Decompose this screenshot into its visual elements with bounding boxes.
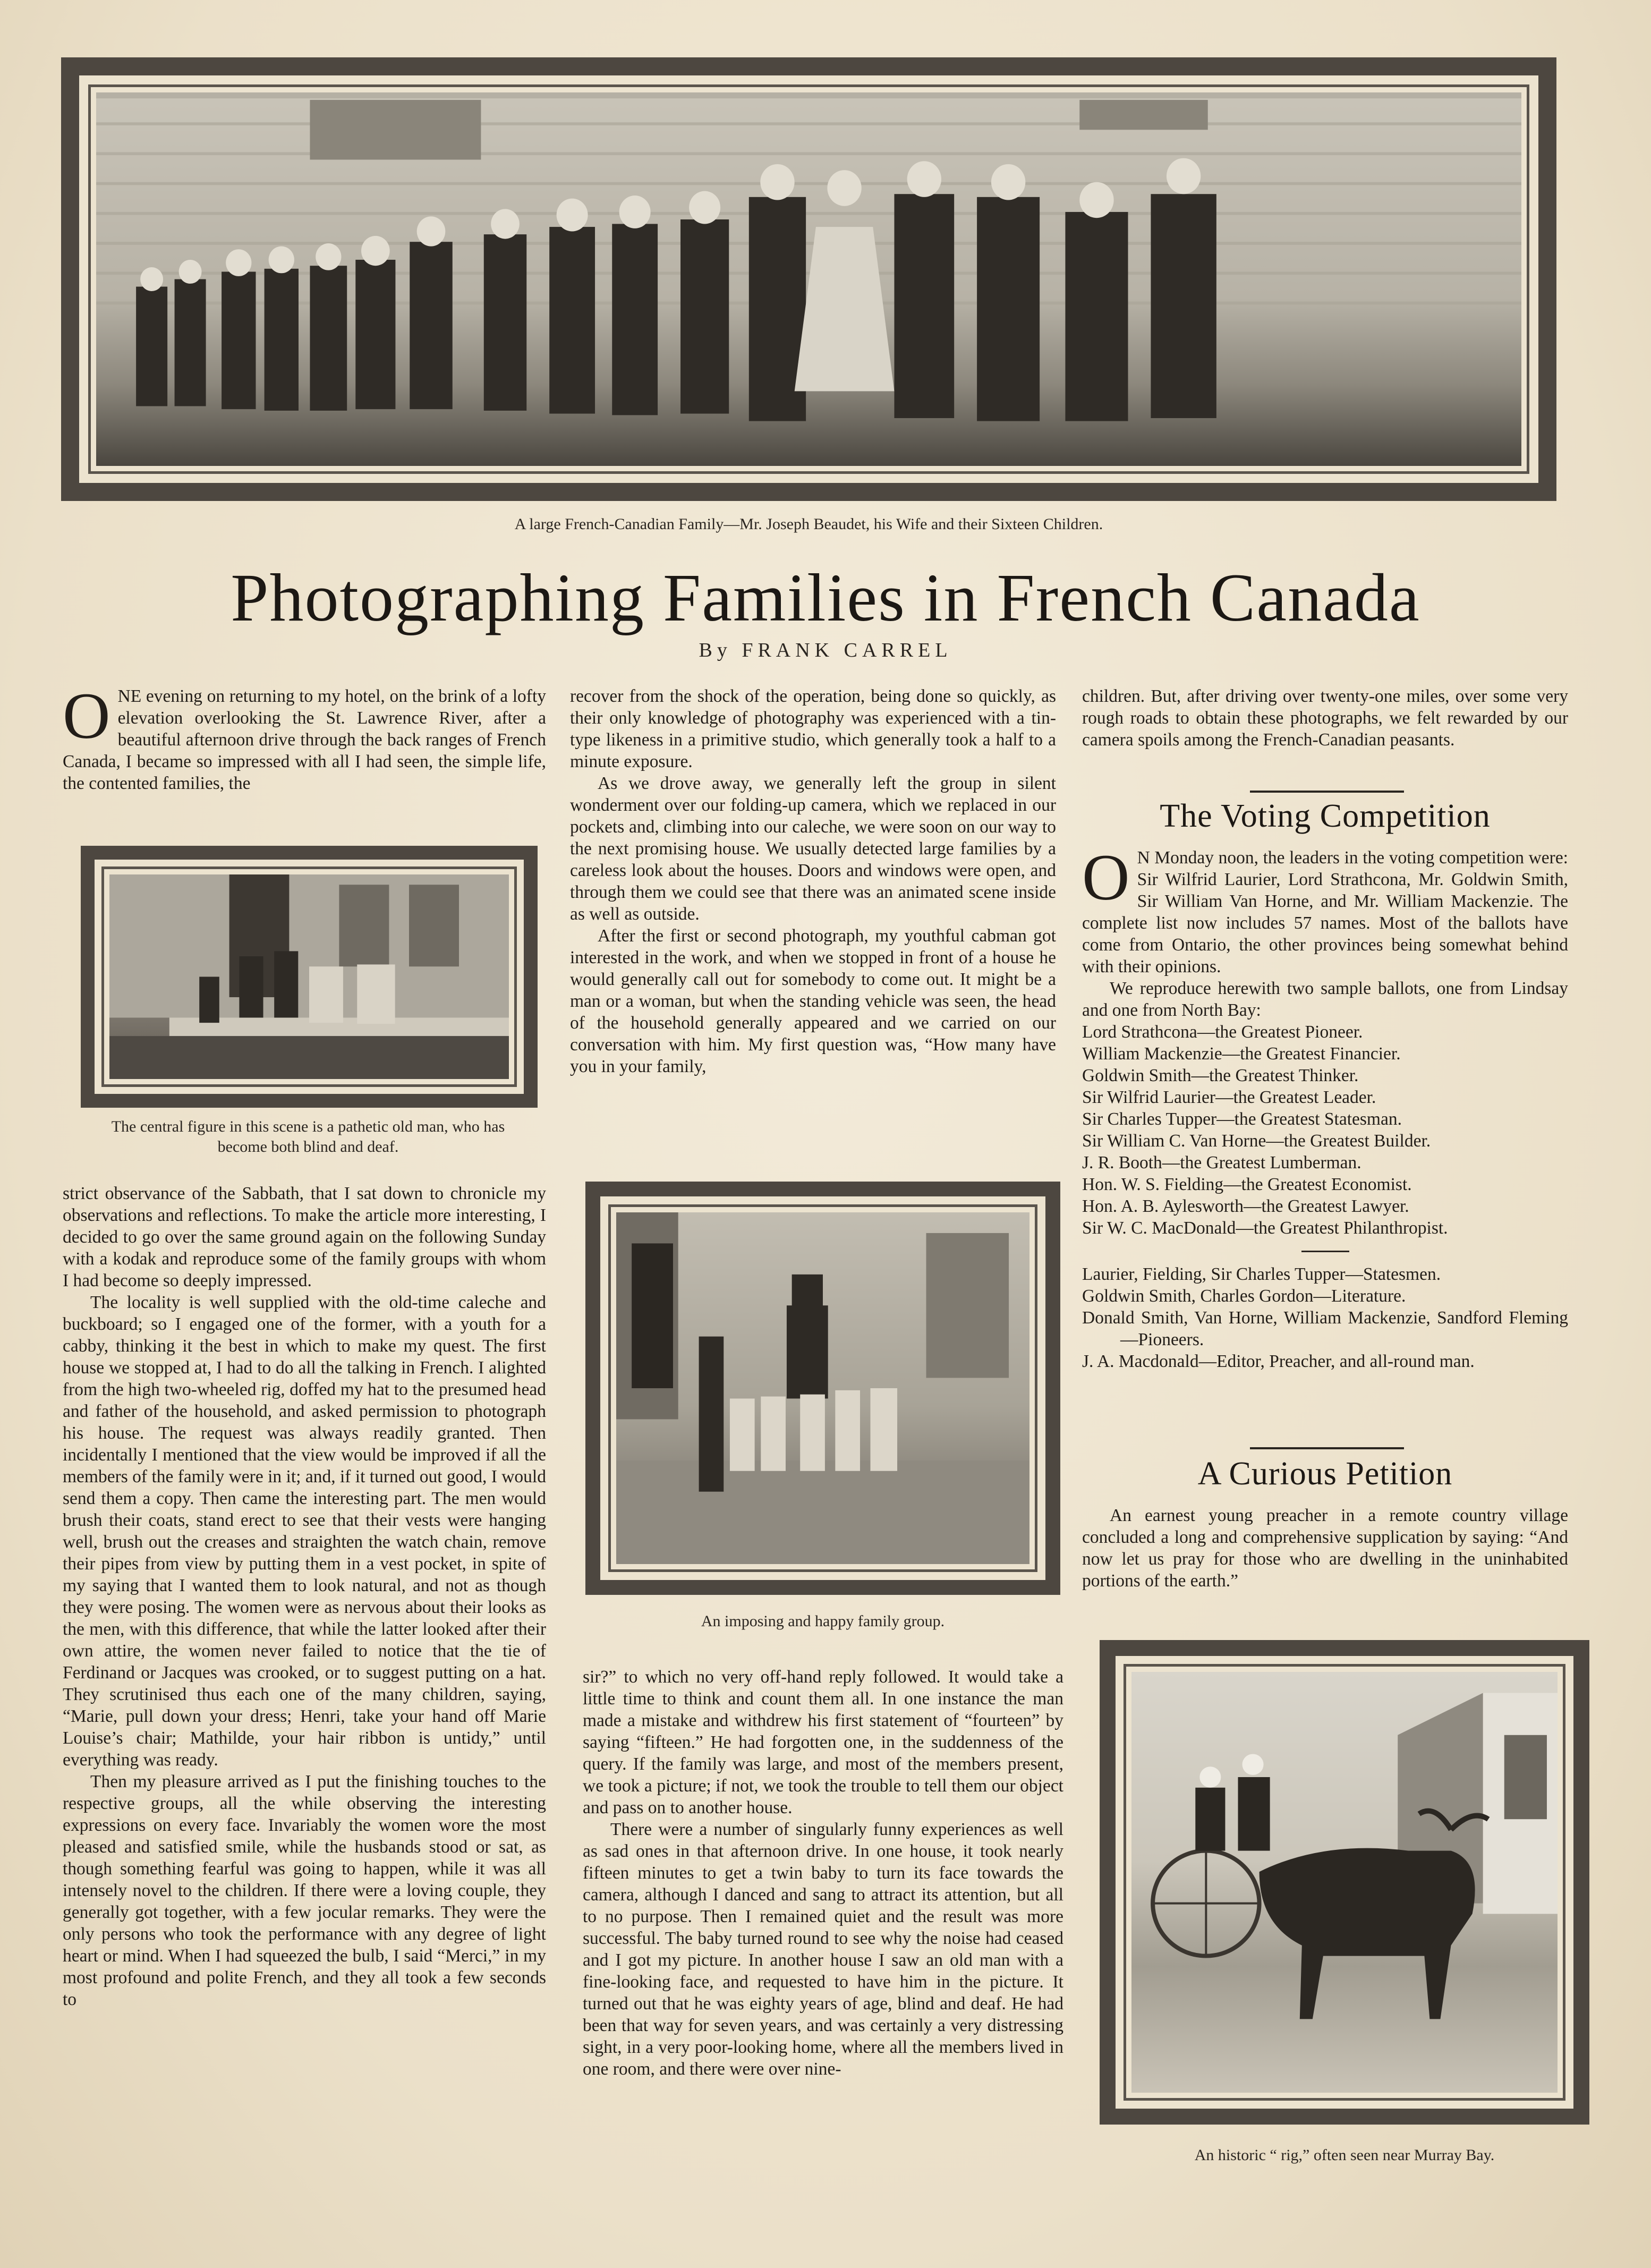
petition-section — [1082, 1505, 1568, 1592]
column-1-intro — [63, 679, 546, 794]
photo-frame-group — [585, 1182, 1060, 1595]
petition-text: An earnest young preacher in a remote country village concluded a long and comprehensive supplication by saying: “And now let us pray for those who are dwelling in the uninhabited portions of the earth.” — [1082, 1506, 1568, 1591]
ballot-1-list — [1082, 1021, 1568, 1239]
ballot-2-entry: Laurier, Fielding, Sir Charles Tupper—Statesmen. — [1082, 1264, 1441, 1284]
petition-heading: A Curious Petition — [1197, 1456, 1453, 1492]
col1-paragraph-3: Then my pleasure arrived as I put the finishing touches to the respective groups, all the while observing the interesting expressions on every face. Invariably the women wore the most pleased and satisfied smile, while the husbands stood or sat, as though something fearful was going to happen, while it was all intensely novel to the children. If there were a loving couple, they generally got together, with a few jocular remarks. They were the only persons who took the performance with any degree of light heart or mind. When I had squeezed the bulb, I said “Merci,” in my most profound and polite French, and they all took a few seconds to — [63, 1772, 546, 2009]
petition-rule — [1250, 1447, 1404, 1449]
rig-photo — [1131, 1672, 1558, 2093]
ballot-2-entry: Donald Smith, Van Horne, William Mackenzie, Sandford Fleming—Pioneers. — [1082, 1308, 1568, 1349]
caption-rig-photo: An historic “ rig,” often seen near Murray Bay. — [1194, 2146, 1495, 2164]
col2-paragraph-2: As we drove away, we generally left the group in silent wonderment over our folding-up camera, which we replaced in our pockets and, climbing into our caleche, we were soon on our way to the next promising house. We usually detected large families by a careless look about the houses. Doors and windows were open, and through them we could see that there was an animated scene inside as well as outside. — [570, 774, 1056, 924]
group-photo — [616, 1212, 1029, 1564]
column-1-body — [63, 1183, 546, 2010]
ballot-2-entry: J. A. Macdonald—Editor, Preacher, and all-round man. — [1082, 1352, 1475, 1371]
byline: By FRANK CARREL — [699, 639, 952, 661]
photo-frame-rig — [1100, 1640, 1589, 2125]
col3-paragraph-1: children. But, after driving over twenty-one miles, over some very rough roads to obtain these photographs, we felt rewarded by our camera spoils among the French-Canadian peasants. — [1082, 686, 1568, 750]
ballot-1-entry: Hon. A. B. Aylesworth—the Greatest Lawyer. — [1082, 1196, 1409, 1216]
col2-paragraph-3: After the first or second photograph, my youthful cabman got interested in the work, and when we stopped in front of a house he would generally call out for somebody to come out. It might be a man or a woman, but when the standing vehicle was seen, the head of the household generally appeared and we carried on our conversation with him. My first question was, “How many have you in your family, — [570, 926, 1056, 1076]
voting-rule — [1250, 791, 1404, 793]
caption-top-photo: A large French-Canadian Family—Mr. Joseph Beaudet, his Wife and their Sixteen Children. — [514, 515, 1103, 533]
ballot-1-entry: Sir Charles Tupper—the Greatest Statesman. — [1082, 1109, 1402, 1129]
family-photo-large — [96, 92, 1521, 466]
ballot-separator — [1301, 1251, 1349, 1252]
col1-paragraph-1: strict observance of the Sabbath, that I sat down to chronicle my observations and reflections. To make the article more interesting, I decided to go over the same ground again on the following Sunday with a kodak and reproduce some of the family groups with whom I had become so deeply impressed. — [63, 1184, 546, 1290]
ballot-2-entry: Goldwin Smith, Charles Gordon—Literature. — [1082, 1286, 1406, 1306]
col2-paragraph-1: recover from the shock of the operation, being done so quickly, as their only knowledge of photography was experienced with a tin-type likeness in a primitive studio, which generally took a half to a minute exposure. — [570, 686, 1056, 771]
col2-paragraph-4: sir?” to which no very off-hand reply followed. It would take a little time to think and count them all. In one instance the man made a mistake and withdrew his first statement of “fourteen” by saying “fifteen.” He had forgotten one, in the suddenness of the query. If the family was large, and most of the members present, we took a picture; if not, we took the trouble to tell them our object and pass on to another house. — [583, 1667, 1063, 1817]
ballot-1-entry: Sir Wilfrid Laurier—the Greatest Leader. — [1082, 1088, 1376, 1107]
drop-cap: O — [63, 679, 110, 752]
column-3-top — [1082, 685, 1568, 751]
col1-paragraph-2: The locality is well supplied with the old-time caleche and buckboard; so I engaged one of the former, with a youth for a cabby, thinking it the best in which to make my quest. The first house we stopped at, I had to do all the talking in French. I alighted from the high two-wheeled rig, doffed my hat to the presumed head and father of the household, and asked permission to photograph his house. The request was always readily granted. Then incidentally I mentioned that the view would be improved if all the members of the family were in it; and, if it turned out good, I would send them a copy. Then came the interesting part. The men would brush their coats, stand erect to see that their vests were hanging well, brush out the creases and straighten the watch chain, remove their pipes from view by putting them in a vest pocket, in spite of my saying that I wanted them to look natural, and not as though they were posing. The women were as nervous about their looks as the men, with this difference, that while the latter looked after their own attire, the women never failed to notice that the tie of Ferdinand or Jacques was crooked, or to suggest putting on a hat. They scrutinised thus each one of the many children, saying, “Marie, pull down your dress; Henri, take your hand off Marie Louise’s chair; Mathilde, your hair ribbon is untidy,” until everything was ready. — [63, 1293, 546, 1770]
article-title: Photographing Families in French Canada — [231, 560, 1420, 635]
column-2-top — [570, 685, 1056, 1077]
ballot-1-entry: Sir W. C. MacDonald—the Greatest Philanthropist. — [1082, 1218, 1448, 1238]
ballot-1-entry: J. R. Booth—the Greatest Lumberman. — [1082, 1153, 1361, 1173]
caption-group-photo: An imposing and happy family group. — [701, 1612, 945, 1630]
ballot-1-entry: Hon. W. S. Fielding—the Greatest Economist. — [1082, 1175, 1412, 1194]
ballot-1-entry: Lord Strathcona—the Greatest Pioneer. — [1082, 1022, 1363, 1042]
voting-intro: N Monday noon, the leaders in the voting competition were: Sir Wilfrid Laurier, Lord Strathcona, Mr. Goldwin Smith, Sir William Van Horne, and Mr. William Mackenzie. The complete list now includes 57 names. Most of the ballots have come from Ontario, the other provinces being somewhat behind with their opinions. — [1082, 848, 1568, 976]
voting-section — [1082, 841, 1568, 1372]
photo-frame-top — [61, 57, 1556, 501]
photo-frame-porch — [81, 846, 538, 1108]
ballot-1-entry: Goldwin Smith—the Greatest Thinker. — [1082, 1066, 1359, 1085]
col2-paragraph-5: There were a number of singularly funny experiences as well as sad ones in that afternoon drive. In one house, it took nearly fifteen minutes to get a twin baby to turn its face towards the camera, although I danced and sang to attract its attention, but all to no purpose. Then I remained quiet and the result was more successful. The baby turned round to see why the noise had ceased and I got my picture. In another house I saw an old man with a fine-looking face, and requested to have him in the picture. It turned out that he was eighty years of age, blind and deaf. He had been that way for seven years, and was certainly a very distressing sight, in a very poor-looking home, where all the members lived in one room, and there were over nine- — [583, 1820, 1063, 2079]
ballot-2-list — [1082, 1263, 1568, 1372]
ballot-1-entry: Sir William C. Van Horne—the Greatest Builder. — [1082, 1131, 1431, 1151]
column-2-bottom — [583, 1666, 1063, 2080]
col1-intro-text: NE evening on returning to my hotel, on the brink of a lofty elevation overlooking the St. Lawrence River, after a beautiful afternoon drive through the back ranges of French Canada, I became so impressed with all I had seen, the simple life, the contented families, the — [63, 686, 546, 793]
voting-drop-cap: O — [1082, 841, 1130, 914]
caption-porch-photo: The central figure in this scene is a pathetic old man, who has become both blind and deaf. — [111, 1118, 505, 1156]
porch-photo — [109, 874, 509, 1079]
voting-heading: The Voting Competition — [1160, 798, 1491, 834]
ballot-1-entry: William Mackenzie—the Greatest Financier. — [1082, 1044, 1401, 1064]
voting-reproduce: We reproduce herewith two sample ballots, one from Lindsay and one from North Bay: — [1082, 979, 1568, 1020]
